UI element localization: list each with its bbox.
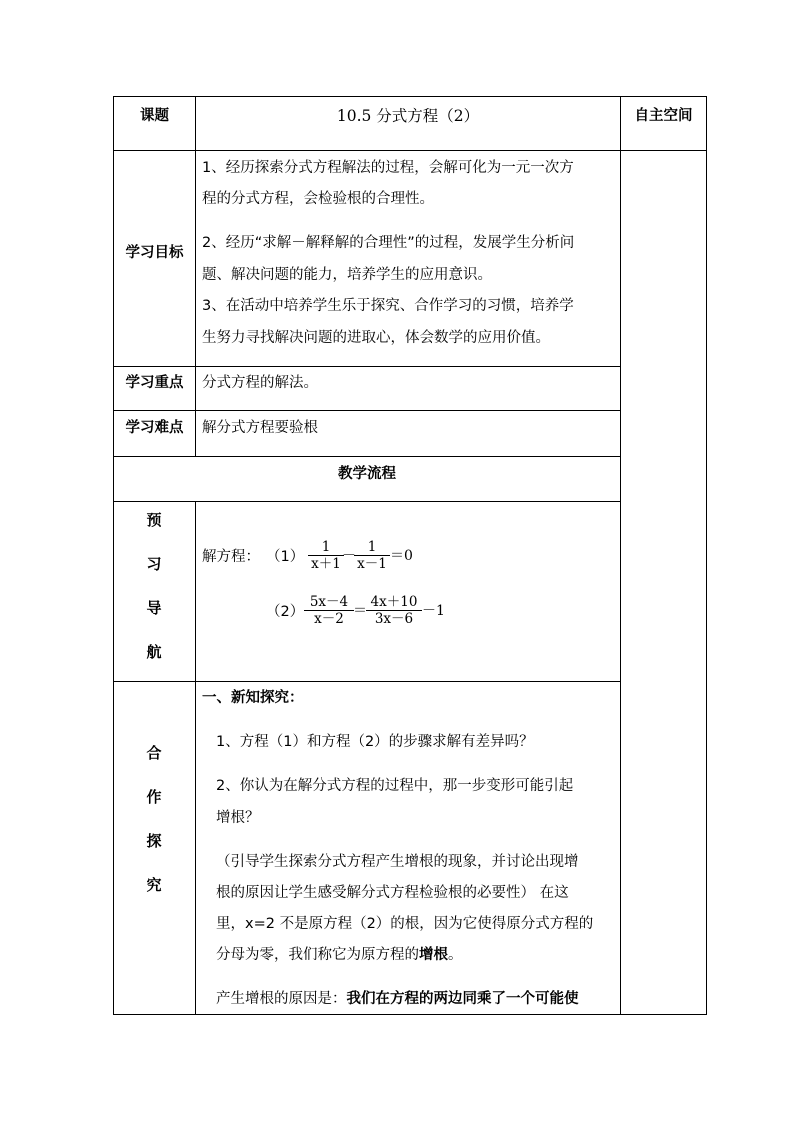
- explore-label: [114, 743, 194, 919]
- cause-prefix: 产生增根的原因是：: [216, 991, 347, 1007]
- table-border-top: [113, 96, 706, 97]
- question-1: 1、方程（1）和方程（2）的步骤求解有差异吗？: [216, 734, 534, 750]
- preview-label-char: 导: [146, 599, 162, 617]
- goal-3-line-1: 3、在活动中培养学生乐于探究、合作学习的习惯，培养学: [202, 298, 574, 314]
- explore-label-char: 探: [146, 832, 162, 850]
- question-2-line-2: 增根？: [216, 810, 260, 826]
- equation-1-number: （1）: [266, 549, 305, 565]
- fraction-numerator: 5x－4: [309, 594, 349, 610]
- goal-2-line-1: 2、经历“求解－解释解的合理性”的过程，发展学生分析问: [202, 235, 575, 251]
- equals-sign: ＝: [353, 603, 367, 619]
- self-study-space-label: 自主空间: [634, 108, 693, 124]
- fraction-numerator: 1: [321, 539, 331, 555]
- goal-2-line-2: 题、解决问题的能力，培养学生的应用意识。: [202, 267, 492, 283]
- difficulty-label: 学习难点: [125, 420, 184, 436]
- preview-label-char: 预: [146, 511, 162, 529]
- cause-text: 我们在方程的两边同乘了一个可能使: [346, 991, 579, 1007]
- difficulty-text: 解分式方程要验根: [202, 420, 318, 436]
- teaching-flow-heading: 教学流程: [338, 466, 396, 482]
- goals-label: 学习目标: [125, 245, 184, 261]
- teacher-note-line-2: 根的原因让学生感受解分式方程检验根的必要性） 在这: [216, 885, 569, 901]
- row-divider: [113, 366, 620, 367]
- row-divider: [113, 150, 706, 151]
- label-column-divider: [195, 501, 196, 1014]
- question-2-line-1: 2、你认为在解分式方程的过程中，那一步变形可能引起: [216, 778, 574, 794]
- explore-label-char: 究: [146, 876, 162, 894]
- row-divider: [113, 410, 620, 411]
- table-border-bottom: [113, 1014, 706, 1015]
- teacher-note-line-3: 里，x=2 不是原方程（2）的根，因为它使得原分式方程的: [216, 916, 594, 932]
- preview-label-char: 航: [146, 643, 162, 661]
- note-text: 分母为零，我们称它为原方程的: [216, 947, 419, 963]
- content-column-divider: [620, 96, 621, 1015]
- note-text: 。: [448, 947, 463, 963]
- explore-label-char: 合: [146, 744, 162, 762]
- fraction-numerator: 1: [367, 539, 377, 555]
- label-column-divider: [195, 96, 196, 456]
- cause-line: [216, 989, 579, 1009]
- equation-2-fraction-1: [304, 594, 354, 627]
- teacher-note-line-1: （引导学生探索分式方程产生增根的现象，并讨论出现增: [216, 854, 579, 870]
- equation-1-fraction-2: [354, 539, 390, 572]
- key-point-label: 学习重点: [125, 375, 184, 391]
- preview-label-char: 习: [146, 555, 162, 573]
- goal-1-line-1: 1、经历探索分式方程解法的过程，会解可化为一元一次方: [202, 160, 574, 176]
- fraction-denominator: x－2: [304, 610, 354, 627]
- subject-label: 课题: [140, 108, 169, 124]
- teacher-note-line-4: [216, 945, 463, 965]
- solve-prompt: 解方程：: [202, 549, 260, 565]
- fraction-denominator: 3x－6: [366, 610, 422, 627]
- equation-2-tail: －1: [422, 603, 445, 619]
- extraneous-root-term: 增根: [419, 947, 448, 963]
- row-divider: [113, 501, 620, 502]
- equation-1-rhs: ＝0: [390, 548, 413, 564]
- lesson-title: 10.5 分式方程（2）: [336, 107, 480, 125]
- key-point-text: 分式方程的解法。: [202, 375, 318, 391]
- fraction-denominator: x－1: [354, 555, 390, 572]
- table-border-right: [706, 96, 707, 1015]
- preview-label: [114, 510, 194, 686]
- fraction-numerator: 4x＋10: [370, 594, 418, 610]
- goal-3-line-2: 生努力寻找解决问题的进取心，体会数学的应用价值。: [202, 330, 550, 346]
- minus-sign: －: [342, 548, 356, 564]
- section-heading: 一、新知探究：: [202, 690, 304, 706]
- equation-1-fraction-1: [308, 539, 344, 572]
- equation-2-fraction-2: [366, 594, 422, 627]
- row-divider: [113, 456, 620, 457]
- equation-2-number: （2）: [266, 604, 305, 620]
- goal-1-line-2: 程的分式方程，会检验根的合理性。: [202, 191, 434, 207]
- explore-label-char: 作: [146, 788, 162, 806]
- fraction-denominator: x＋1: [308, 555, 344, 572]
